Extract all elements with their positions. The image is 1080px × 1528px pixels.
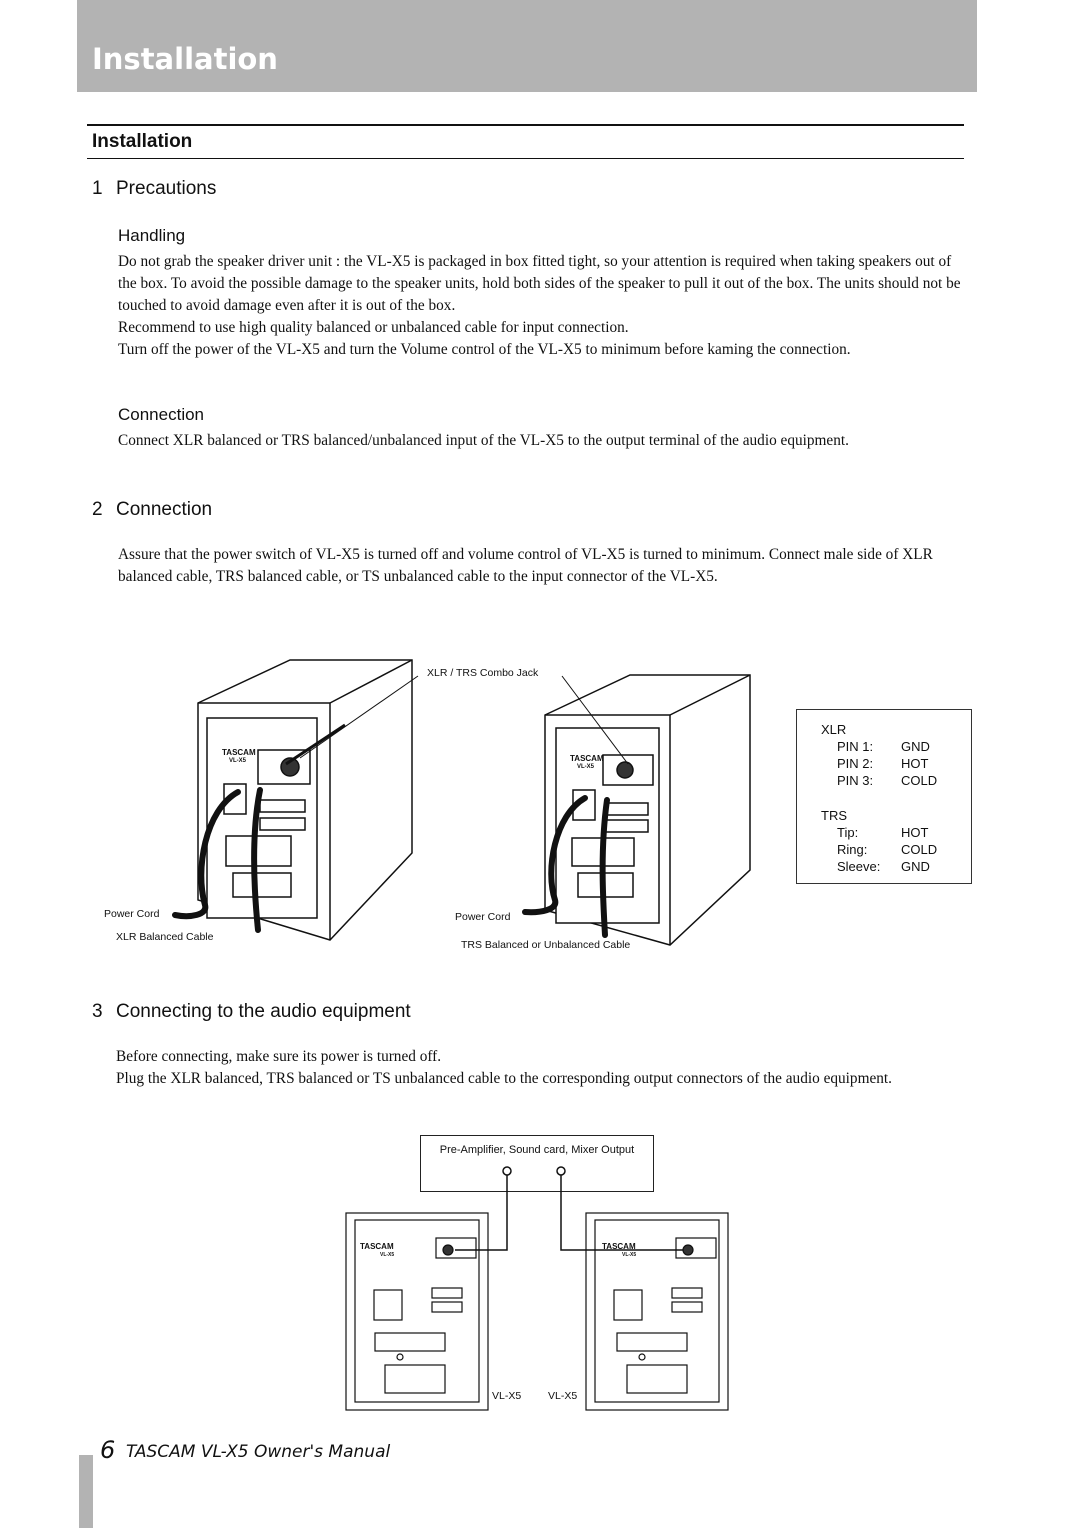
trs-pin-label: Ring: [837,842,868,857]
handling-line-2: Recommend to use high quality balanced or unbalanced cable for input connection. [118,319,629,336]
model-label: VL-X5 [577,764,595,770]
audio-equipment-line-2: Plug the XLR balanced, TRS balanced or TS unbalanced cable to the corresponding output connectors of the audio equipment. [116,1070,892,1087]
right-power-cord-label: Power Cord [455,911,511,923]
connection-step-text: Assure that the power switch of VL-X5 is turned off and volume control of VL-X5 is turned to minimum. Connect male side of XLR balanced cable, TRS balanced cable, or TS unbalanced cable to the input connector of the VL-X5. [118,546,933,585]
left-unit-label: VL-X5 [492,1390,522,1402]
combo-jack-label: XLR / TRS Combo Jack [427,667,539,679]
manual-title: TASCAM VL-X5 Owner's Manual [126,1442,391,1462]
brand-logo: TASCAM [360,1242,394,1251]
handling-line-3: Turn off the power of the VL-X5 and turn the Volume control of the VL-X5 to minimum before kaming the connection. [118,341,851,358]
xlr-title: XLR [821,722,847,737]
handling-line-1: Do not grab the speaker driver unit : the VL-X5 is packaged in box fitted tight, so your attention is required when taking speakers out of the box. To avoid the possible damage to the speaker units, hold both sides of the speaker to pull it out of the box. The units should not be touched to avoid damage even after it is out of the box. [118,253,961,314]
source-equipment-label: Pre-Amplifier, Sound card, Mixer Output [439,1144,635,1156]
heading-precautions [92,178,216,200]
heading-number: 3 [92,1001,103,1022]
trs-pin-signal: COLD [901,842,938,857]
page-header-title: Installation [92,42,278,76]
heading-audio-equipment [92,1001,411,1023]
audio-wiring-figure [340,1160,740,1420]
xlr-pin-signal: COLD [901,773,938,788]
handling-paragraph [118,251,963,361]
trs-title: TRS [821,808,847,823]
connection-step-paragraph [118,544,963,588]
heading-text: Connecting to the audio equipment [116,1001,411,1022]
page-number: 6 [100,1436,116,1464]
model-label: VL-X5 [380,1252,395,1258]
model-label: VL-X5 [229,758,247,764]
xlr-pin-signal: GND [901,739,930,754]
heading-text: Precautions [116,178,217,199]
connection-paragraph [118,430,963,452]
heading-text: Connection [116,499,213,520]
trs-pin-label: Tip: [837,825,859,840]
right-speaker-illustration [545,675,750,945]
left-power-cord-label: Power Cord [104,908,160,920]
trs-pin-label: Sleeve: [837,859,881,874]
footer-bar [79,1455,93,1528]
xlr-pin-label: PIN 3: [837,773,874,788]
brand-logo: TASCAM [602,1242,636,1251]
subheading-connection: Connection [118,405,205,424]
subheading-handling: Handling [118,226,186,245]
left-cable-label: XLR Balanced Cable [116,931,214,943]
heading-connection [92,499,212,521]
right-unit-label: VL-X5 [548,1390,578,1402]
xlr-pin-label: PIN 2: [837,756,874,771]
brand-logo: TASCAM [570,754,604,763]
pinout-table [796,709,972,884]
xlr-pin-signal: HOT [901,756,929,771]
heading-number: 1 [92,178,103,199]
trs-pin-signal: HOT [901,825,929,840]
heading-number: 2 [92,499,103,520]
xlr-pin-label: PIN 1: [837,739,874,754]
brand-logo: TASCAM [222,748,256,757]
right-cable-label: TRS Balanced or Unbalanced Cable [461,939,631,951]
trs-pin-signal: GND [901,859,930,874]
model-label: VL-X5 [622,1252,637,1258]
audio-equipment-paragraph [116,1046,961,1090]
section-title: Installation [92,131,193,152]
section-top-rule [87,124,964,126]
connection-text: Connect XLR balanced or TRS balanced/unbalanced input of the VL-X5 to the output terminal of the audio equipment. [118,432,849,449]
section-bottom-rule [87,158,964,159]
audio-equipment-line-1: Before connecting, make sure its power is turned off. [116,1048,442,1065]
